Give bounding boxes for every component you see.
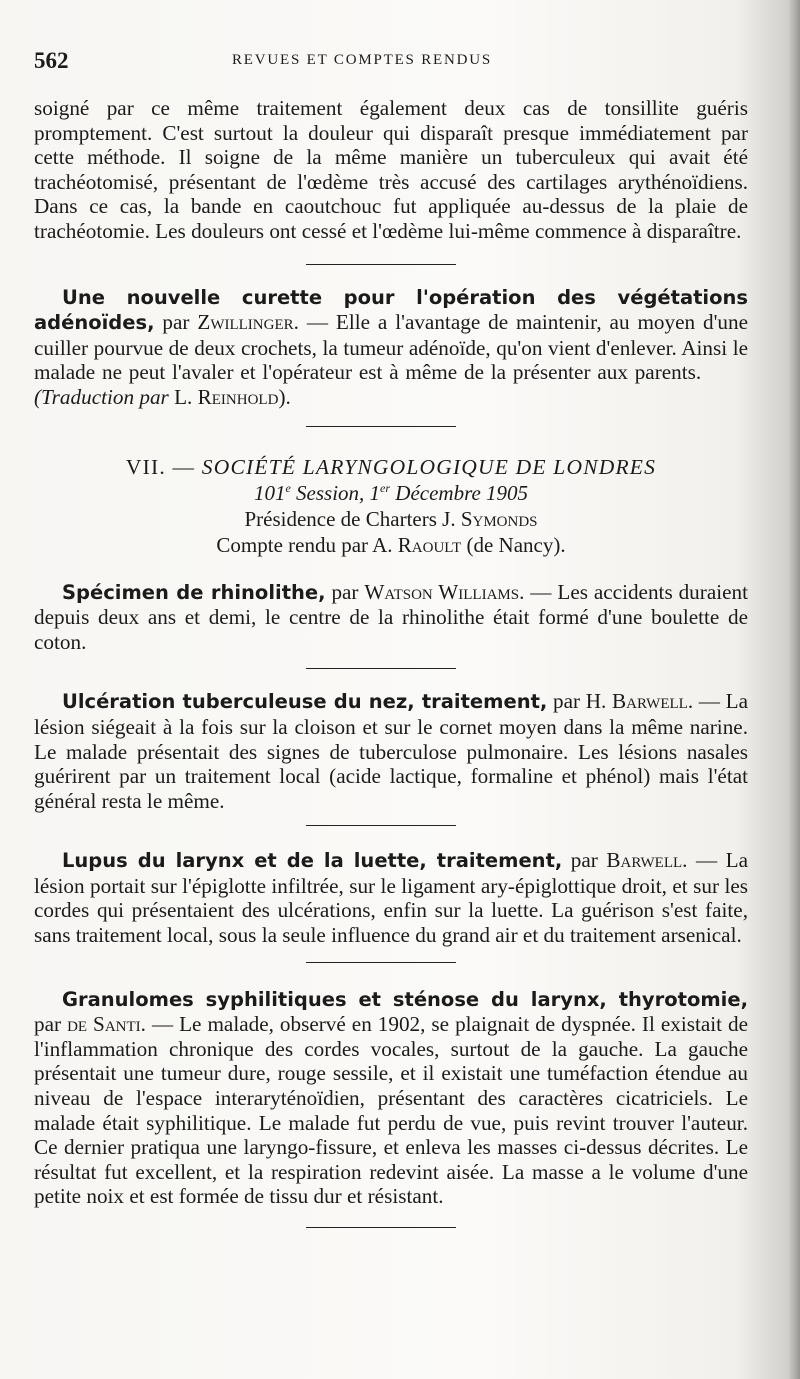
session-sup: e	[285, 480, 291, 495]
separator-rule	[306, 825, 456, 826]
article-body: . — Elle a l'avantage de maintenir, au moyen d'une cuiller pourvue de deux crochets, la tumeur adénoïde, qu'on vient d'enlever. Ainsi le malade ne peut l'avaler et l'opérateur est à même de la présenter aux parents.	[34, 310, 749, 385]
article-by: par	[34, 1012, 62, 1037]
article-granulomes	[34, 987, 748, 1209]
separator-rule	[306, 962, 456, 963]
article-author: Zwillinger	[197, 310, 294, 335]
article-body: . — Les accidents duraient depuis deux ans et demi, le centre de la rhinolithe était formé d'une boulette de coton.	[34, 579, 749, 654]
translator-initial: L.	[174, 384, 193, 409]
translator-name: Reinhold	[197, 384, 279, 409]
report-line	[34, 532, 748, 558]
article-by: par	[331, 579, 359, 604]
intro-paragraph: soigné par ce même traitement également deux cas de tonsillite guéris promptement. C'est surtout la douleur qui disparaît presque immédiatement par cette méthode. Il soigne de la même manière un tuberculeux qui avait été trachéotomisé, présentant de l'œdème très accusé des cartilages arythénoïdiens. Dans ce cas, la bande en caoutchouc fut appliquée au-dessus de la plaie de trachéotomie. Les douleurs ont cessé et l'œdème lui-même commence à disparaître.	[34, 96, 748, 243]
presidence-line	[34, 506, 748, 532]
section-title	[34, 455, 748, 480]
separator-rule	[306, 668, 456, 669]
separator-rule	[306, 426, 456, 427]
separator-rule	[306, 1227, 456, 1228]
article-by: par H.	[553, 689, 607, 714]
society-name: SOCIÉTÉ LARYNGOLOGIQUE DE LONDRES	[201, 454, 657, 479]
article-body: . — Le malade, observé en 1902, se plaignait de dyspnée. Il existait de l'inflammation chronique des cordes vocales, surtout de la gauche. La gauche présentait une tumeur dure, rouge sessile, et il existait une tuméfaction étendue au niveau de l'espace interaryténoïdien, présentant des caractères cicatriciels. Le malade était syphilitique. Le malade fut perdu de vue, puis revint trouver l'auteur. Ce dernier pratiqua une laryngo-fissure, et enleva les masses ci-dessus décrites. Le résultat fut excellent, et la respiration redevint aisée. La masse a le volume d'une petite noix et est formée de tissu dur et résistant.	[34, 1012, 748, 1209]
session-word: Session,	[296, 480, 365, 505]
article-author: de Santi	[67, 1012, 141, 1037]
article-author: Watson Williams	[364, 579, 520, 604]
article-rhinolithe	[34, 580, 748, 655]
article-curette	[34, 285, 748, 410]
session-date: Décembre 1905	[395, 480, 529, 505]
page-number: 562	[34, 48, 69, 73]
article-lupus	[34, 848, 748, 947]
article-title: Lupus du larynx et de la luette, traitement,	[62, 849, 563, 873]
article-ulceration	[34, 689, 748, 813]
session-day-sup: er	[380, 480, 391, 495]
article-title: Granulomes syphilitiques et sténose du larynx, thyrotomie,	[62, 987, 748, 1011]
report-suffix: (de Nancy).	[466, 532, 566, 557]
session-number: 101	[253, 480, 286, 505]
president-name: Symonds	[460, 506, 538, 531]
article-by: par	[162, 310, 190, 335]
article-title: Ulcération tuberculeuse du nez, traitement,	[62, 690, 548, 714]
article-body: . — La lésion siégeait à la fois sur la cloison et sur le cornet moyen dans la même narine. Le malade présentait des signes de tuberculose pulmonaire. Les lésions nasales guérirent par un traitement local (acide lactique, formaline et phénol) mais l'état général resta le même.	[34, 689, 749, 813]
page-content	[34, 44, 748, 1228]
running-title: REVUES ET COMPTES RENDUS	[232, 52, 493, 68]
report-prefix: Compte rendu par A.	[216, 532, 393, 557]
session-day: 1	[369, 480, 381, 505]
translation-suffix: ).	[278, 384, 291, 409]
article-title: Une nouvelle curette pour l'opération des végétations adénoïdes,	[34, 285, 748, 335]
article-author: Barwell	[606, 848, 683, 873]
reporter-name: Raoult	[397, 532, 462, 557]
session-line	[34, 480, 748, 506]
section-heading	[34, 455, 748, 558]
article-by: par	[570, 848, 598, 873]
article-author: Barwell	[612, 689, 688, 714]
article-title: Spécimen de rhinolithe,	[62, 580, 326, 604]
separator-rule	[306, 264, 456, 265]
running-header	[34, 44, 748, 78]
translation-prefix: (Traduction par	[34, 384, 169, 409]
section-number: VII. —	[125, 454, 196, 479]
article-body: . — La lésion portait sur l'épiglotte infiltrée, sur le ligament ary-épiglottique droit, et sur les cordes qui présentaient des ulcérations, enfin sur la luette. La guérison s'est faite, sans traitement local, sous la seule influence du grand air et du traitement arsenical.	[34, 848, 748, 948]
presidence-prefix: Présidence de Charters J.	[244, 506, 456, 531]
